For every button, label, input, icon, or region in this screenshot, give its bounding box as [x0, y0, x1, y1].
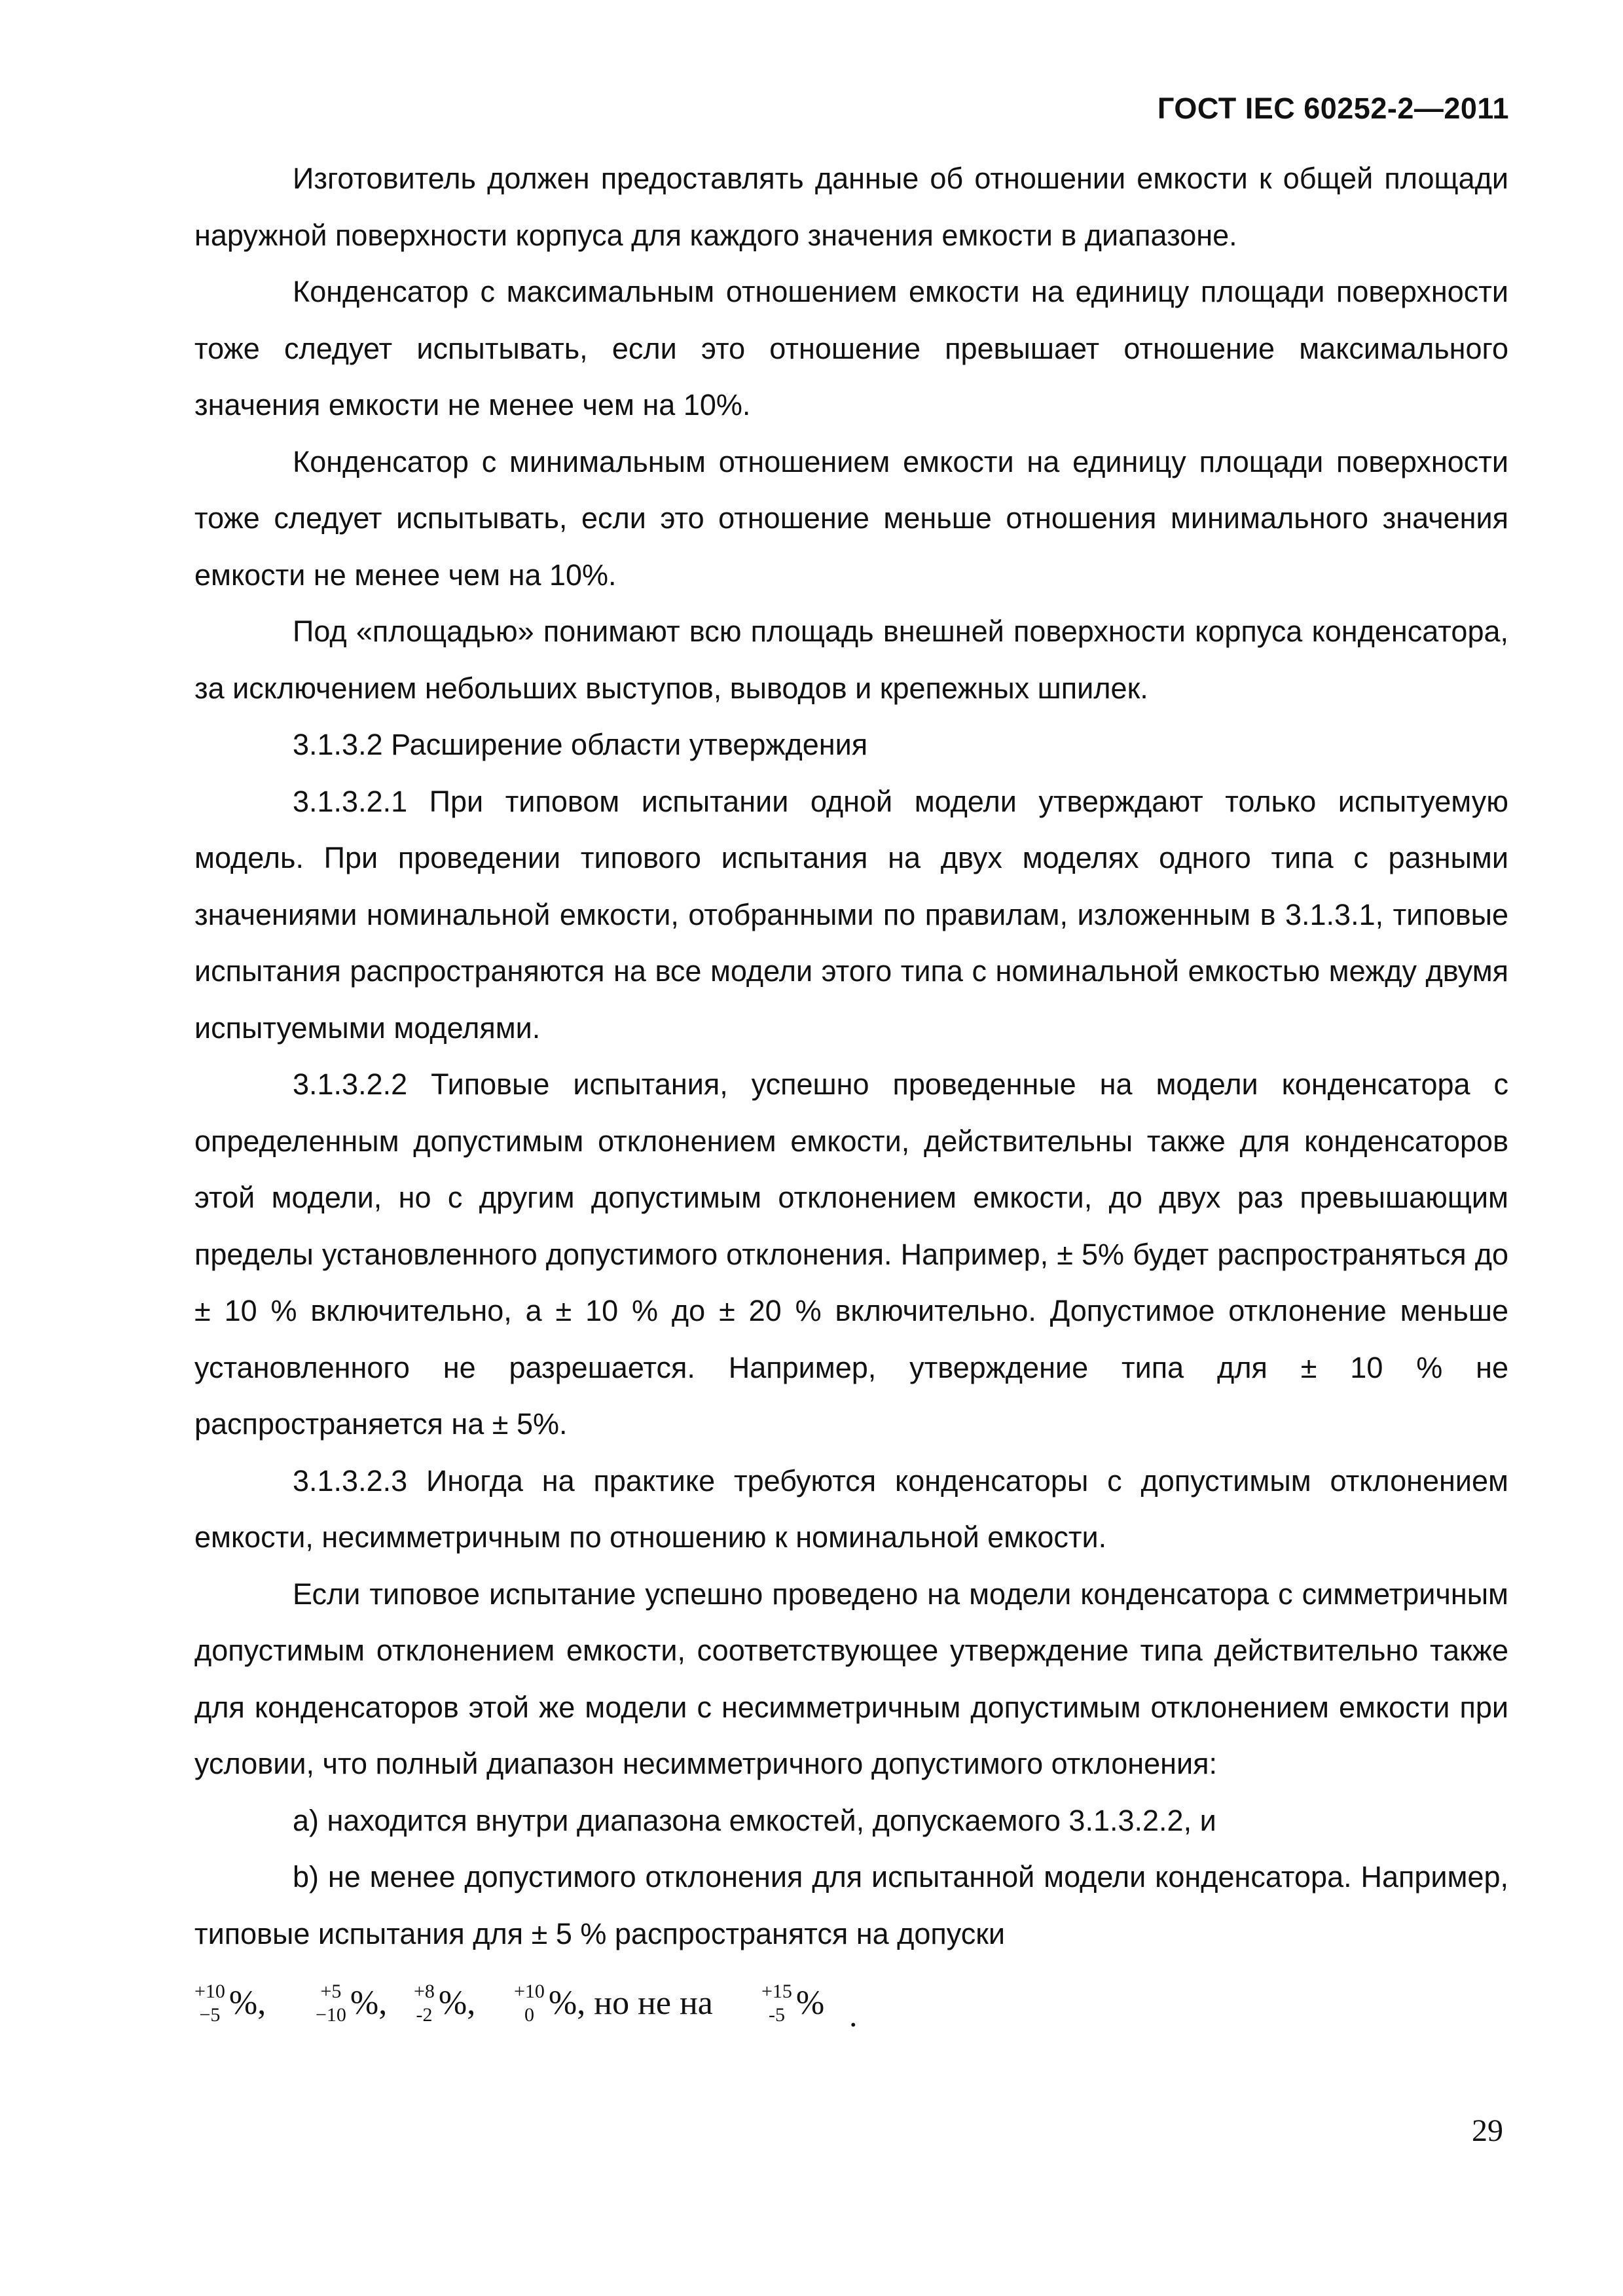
paragraph: Изготовитель должен предоставлять данные об отношении емкости к общей площади наружной поверхности корпуса для каждого значения емкости в диапазоне.	[194, 162, 1508, 252]
tolerance-term: +5 −10 %,	[316, 1981, 388, 2026]
tolerance-term: +15 -5 %	[761, 1981, 825, 2026]
document-body	[194, 151, 1508, 2054]
paragraph: Конденсатор с максимальным отношением емкости на единицу площади поверхности тоже следует испытывать, если это отношение превышает отношение максимального значения емкости не менее чем на 10%.	[194, 275, 1508, 422]
paragraph: 3.1.3.2.3 Иногда на практике требуются конденсаторы с допустимым отклонением емкости, несимметричным по отношению к номинальной емкости.	[194, 1463, 1508, 1554]
paragraph: Под «площадью» понимают всю площадь внешней поверхности корпуса конденсатора, за исключением небольших выступов, выводов и крепежных шпилек.	[194, 615, 1508, 705]
paragraph: 3.1.3.2.1 При типовом испытании одной модели утверждают только испытуемую модель. При проведении типового испытания на двух моделях одного типа с разными значениями номинальной емкости, отобранными по правилам, изложенным в 3.1.3.1, типовые испытания распространяются на все модели этого типа с номинальной емкостью между двумя испытуемыми моделями.	[194, 784, 1508, 1045]
paragraph: 3.1.3.2.2 Типовые испытания, успешно проведенные на модели конденсатора с определенным допустимым отклонением емкости, действительны также для конденсаторов этой модели, но с другим допустимым отклонением емкости, до двух раз превышающим пределы установленного допустимого отклонения. Например, ± 5% будет распространяться до ± 10 % включительно, а ± 10 % до ± 20 % включительно. Допустимое отклонение меньше установленного не разрешается. Например, утверждение типа для ± 10 % не распространяется на ± 5%.	[194, 1067, 1508, 1441]
list-item: а) находится внутри диапазона емкостей, допускаемого 3.1.3.2.2, и	[293, 1803, 1216, 1837]
tolerance-term: +10 −5 %,	[194, 1981, 266, 2026]
tolerance-term: +10 0 %, но не на	[514, 1981, 713, 2026]
tolerance-formula	[194, 1975, 1508, 2054]
paragraph: Если типовое испытание успешно проведено на модели конденсатора с симметричным допустимым отклонением емкости, соответствующее утверждение типа действительно также для конденсаторов этой же модели с несимметричным допустимым отклонением емкости при условии, что полный диапазон несимметричного допустимого отклонения:	[194, 1577, 1508, 1780]
formula-period: .	[849, 1997, 858, 2034]
document-header: ГОСТ IEC 60252-2—2011	[1157, 92, 1509, 125]
paragraph: Конденсатор с минимальным отношением емкости на единицу площади поверхности тоже следует испытывать, если это отношение меньше отношения минимального значения емкости не менее чем на 10%.	[194, 444, 1508, 592]
tolerance-term: +8 -2 %,	[414, 1981, 476, 2026]
page-number: 29	[1472, 2113, 1503, 2148]
list-item: b) не менее допустимого отклонения для испытанной модели конденсатора. Например, типовые испытания для ± 5 % распространятся на допуски	[194, 1860, 1508, 1950]
section-heading: 3.1.3.2 Расширение области утверждения	[293, 728, 868, 761]
